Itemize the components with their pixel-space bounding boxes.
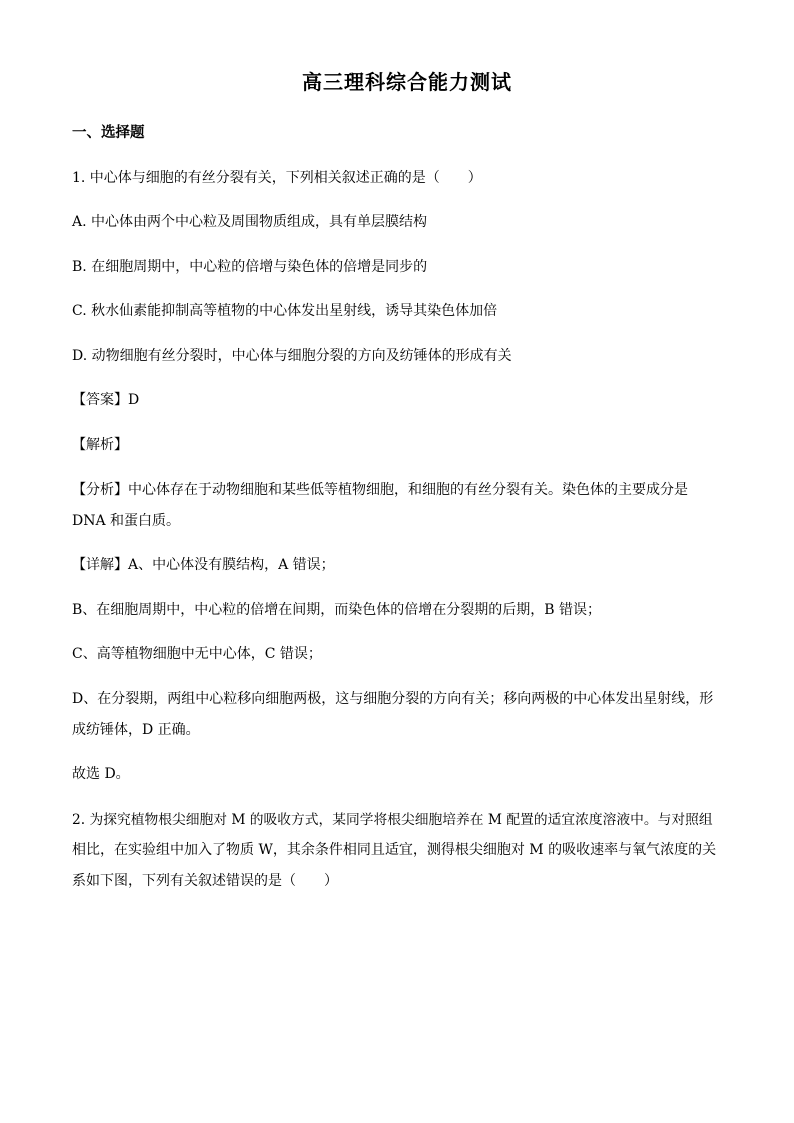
xiangjie-text-a: A、中心体没有膜结构，A 错误； — [128, 557, 335, 573]
xiangjie-tag: 【详解】 — [72, 557, 128, 573]
analysis-tag: 【解析】 — [72, 437, 128, 453]
xiangjie-line-b: B、在细胞周期中，中心粒的倍增在间期，而染色体的倍增在分裂期的后期，B 错误； — [72, 602, 602, 618]
question-1-stem: 1. 中心体与细胞的有丝分裂有关，下列相关叙述正确的是（ ） — [72, 170, 482, 186]
question-1-option-a: A. 中心体由两个中心粒及周围物质组成，具有单层膜结构 — [72, 214, 428, 230]
fenxi-tag: 【分析】 — [72, 482, 128, 498]
xiangjie-line-c: C、高等植物细胞中无中心体，C 错误； — [72, 646, 322, 662]
fenxi-line-2: DNA 和蛋白质。 — [72, 513, 181, 529]
fenxi-text-1: 中心体存在于动物细胞和某些低等植物细胞，和细胞的有丝分裂有关。染色体的主要成分是 — [128, 482, 688, 498]
xiangjie-line-d2: 成纺锤体，D 正确。 — [72, 722, 200, 738]
question-2-line-2: 相比，在实验组中加入了物质 W，其余条件相同且适宜，测得根尖细胞对 M 的吸收速率与氧气浓度的关 — [72, 842, 717, 858]
fenxi-line-1 — [72, 479, 688, 499]
question-1-option-d: D. 动物细胞有丝分裂时，中心体与细胞分裂的方向及纺锤体的形成有关 — [72, 348, 512, 364]
question-1-option-c: C. 秋水仙素能抑制高等植物的中心体发出星射线，诱导其染色体加倍 — [72, 303, 498, 319]
answer-line — [72, 389, 139, 409]
xiangjie-line-a — [72, 554, 335, 574]
question-2-line-1: 2. 为探究植物根尖细胞对 M 的吸收方式，某同学将根尖细胞培养在 M 配置的适宜浓度溶液中。与对照组 — [72, 812, 713, 828]
section-heading: 一、选择题 — [72, 124, 145, 141]
answer-tag: 【答案】 — [72, 392, 128, 408]
xiangjie-line-d1: D、在分裂期，两组中心粒移向细胞两极，这与细胞分裂的方向有关；移向两极的中心体发出星射线，形 — [72, 691, 714, 707]
question-1-option-b: B. 在细胞周期中，中心粒的倍增与染色体的倍增是同步的 — [72, 259, 428, 275]
page-title: 高三理科综合能力测试 — [302, 70, 512, 94]
answer-value: D — [128, 392, 140, 408]
question-2-line-3: 系如下图，下列有关叙述错误的是（ ） — [72, 873, 338, 889]
conclusion-line: 故选 D。 — [72, 766, 130, 782]
